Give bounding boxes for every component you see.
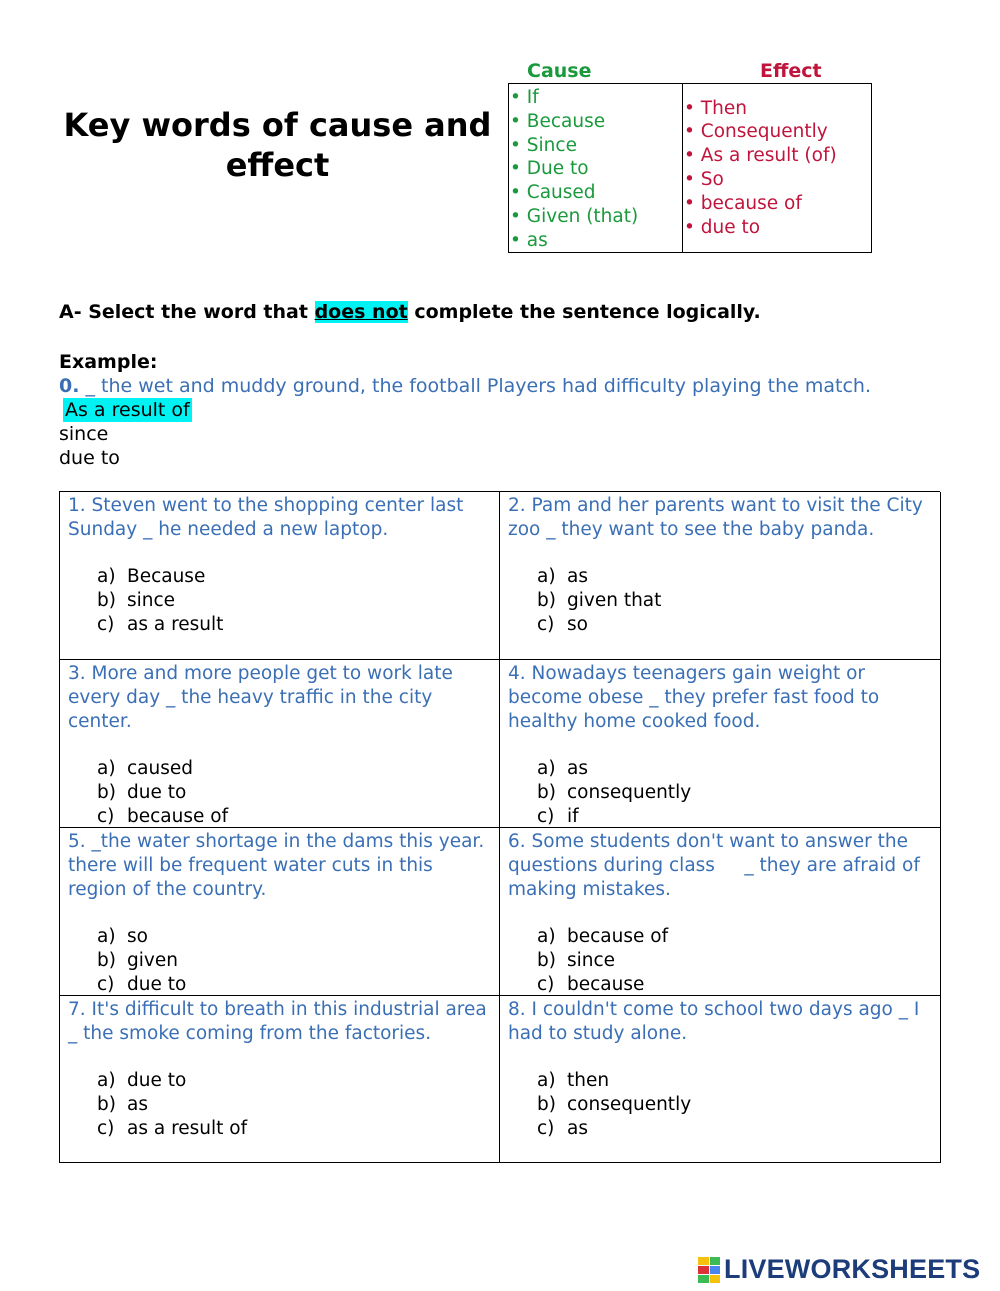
option-letter: c) xyxy=(97,1117,115,1139)
question-cell-3 xyxy=(60,660,500,828)
option-letter: a) xyxy=(97,1070,116,1092)
option-text: then xyxy=(567,1070,610,1092)
option-letter: a) xyxy=(537,566,556,588)
option[interactable] xyxy=(97,613,491,637)
options-list xyxy=(508,565,932,636)
option-text: because xyxy=(567,973,645,995)
example-label: Example: xyxy=(59,351,158,373)
option-letter: c) xyxy=(537,973,555,995)
effect-keyword: • As a result (of) xyxy=(684,144,871,168)
options-list xyxy=(68,1069,491,1140)
option[interactable] xyxy=(537,781,932,805)
cause-keyword: • Since xyxy=(510,134,682,158)
question-cell-7 xyxy=(60,996,500,1163)
option[interactable] xyxy=(97,1093,491,1117)
question-cell-2 xyxy=(500,492,941,660)
option[interactable] xyxy=(537,1069,932,1093)
option[interactable] xyxy=(537,589,932,613)
option-letter: b) xyxy=(537,1094,556,1116)
option-text: if xyxy=(567,805,579,827)
effect-keyword: • due to xyxy=(684,216,871,240)
instruction-text-before: A- Select the word that xyxy=(59,301,315,323)
example-option[interactable]: since xyxy=(59,423,109,445)
example-answer[interactable]: As a result of xyxy=(65,399,190,421)
option[interactable] xyxy=(537,1117,932,1141)
effect-keyword: • So xyxy=(684,168,871,192)
option-text: due to xyxy=(127,1070,187,1092)
question-text: 6. Some students don't want to answer the questions during class _ they are afraid of making mistakes. xyxy=(508,831,926,900)
option-text: consequently xyxy=(567,781,692,803)
option-text: so xyxy=(127,926,148,948)
option-letter: a) xyxy=(97,758,116,780)
option-letter: b) xyxy=(537,590,556,612)
question-cell-4 xyxy=(500,660,941,828)
example-option[interactable]: due to xyxy=(59,447,120,469)
question-text: 8. I couldn't come to school two days ago _ I had to study alone. xyxy=(508,999,920,1044)
cause-keyword: • Given (that) xyxy=(510,205,682,229)
cause-column xyxy=(509,84,683,252)
option-text: because of xyxy=(127,805,229,827)
option[interactable] xyxy=(97,757,491,781)
example-number: 0. xyxy=(59,375,80,397)
option-letter: b) xyxy=(537,781,556,803)
question-text: 3. More and more people get to work late every day _ the heavy traffic in the city center. xyxy=(68,663,453,732)
option-text: given that xyxy=(567,590,662,612)
option-letter: c) xyxy=(537,805,555,827)
question-text: 5. _the water shortage in the dams this year. there will be frequent water cuts in this region of the country. xyxy=(68,831,485,900)
option[interactable] xyxy=(97,925,491,949)
option-letter: a) xyxy=(537,926,556,948)
option-text: as xyxy=(567,758,588,780)
effect-header: Effect xyxy=(760,60,822,82)
cause-keyword: • If xyxy=(510,86,682,110)
question-text: 4. Nowadays teenagers gain weight or become obese _ they prefer fast food to healthy home cooked food. xyxy=(508,663,880,732)
question-cell-6 xyxy=(500,828,941,996)
example-block xyxy=(59,350,871,470)
cause-header: Cause xyxy=(527,60,592,82)
option[interactable] xyxy=(537,805,932,828)
question-cell-1 xyxy=(60,492,500,660)
option-letter: a) xyxy=(97,926,116,948)
option[interactable] xyxy=(97,565,491,589)
option-letter: c) xyxy=(537,613,555,635)
option-letter: a) xyxy=(97,566,116,588)
options-list xyxy=(508,757,932,828)
option[interactable] xyxy=(97,949,491,973)
question-text: 1. Steven went to the shopping center last Sunday _ he needed a new laptop. xyxy=(68,495,464,540)
instruction-highlight: does not xyxy=(314,301,408,323)
option[interactable] xyxy=(97,1069,491,1093)
option-text: caused xyxy=(127,758,193,780)
option[interactable] xyxy=(537,925,932,949)
option-text: Because xyxy=(127,566,206,588)
question-text: 2. Pam and her parents want to visit the City zoo _ they want to see the baby panda. xyxy=(508,495,923,540)
keywords-table xyxy=(508,83,872,253)
question-cell-8 xyxy=(500,996,941,1163)
option[interactable] xyxy=(97,805,491,828)
option-text: as xyxy=(127,1094,148,1116)
option-letter: a) xyxy=(537,758,556,780)
option[interactable] xyxy=(537,565,932,589)
example-sentence xyxy=(59,374,871,398)
cause-keyword: • Due to xyxy=(510,157,682,181)
option-letter: c) xyxy=(97,973,115,995)
option-text: since xyxy=(567,949,616,971)
question-text: 7. It's difficult to breath in this industrial area _ the smoke coming from the factories. xyxy=(68,999,487,1044)
option[interactable] xyxy=(97,589,491,613)
option[interactable] xyxy=(537,757,932,781)
option[interactable] xyxy=(97,781,491,805)
cause-keyword: • Caused xyxy=(510,181,682,205)
option-letter: b) xyxy=(97,1094,116,1116)
cause-keyword: • Because xyxy=(510,110,682,134)
option-text: due to xyxy=(127,973,187,995)
option[interactable] xyxy=(537,1093,932,1117)
options-list xyxy=(508,925,932,996)
option-text: due to xyxy=(127,781,187,803)
liveworksheets-logo-icon xyxy=(698,1257,720,1283)
page-title: Key words of cause and effect xyxy=(63,106,492,184)
option[interactable] xyxy=(537,973,932,996)
effect-keyword: • Consequently xyxy=(684,120,871,144)
liveworksheets-logo xyxy=(698,1254,980,1285)
cause-keyword: • as xyxy=(510,229,682,253)
option-letter: c) xyxy=(97,805,115,827)
logo-text: LIVEWORKSHEETS xyxy=(724,1254,981,1284)
option-text: consequently xyxy=(567,1094,692,1116)
effect-column xyxy=(683,84,871,252)
effect-keyword: • because of xyxy=(684,192,871,216)
options-list xyxy=(68,925,491,996)
option[interactable] xyxy=(97,973,491,996)
option-letter: b) xyxy=(97,781,116,803)
option-letter: b) xyxy=(97,949,116,971)
option-text: as xyxy=(567,1117,588,1139)
option-text: as a result xyxy=(127,613,224,635)
instruction-text-after: complete the sentence logically. xyxy=(407,301,761,323)
options-list xyxy=(68,565,491,636)
effect-keyword: • Then xyxy=(684,97,871,121)
option-text: so xyxy=(567,613,588,635)
option-text: as xyxy=(567,566,588,588)
option-text: as a result of xyxy=(127,1117,248,1139)
questions-table xyxy=(59,491,940,1163)
option[interactable] xyxy=(537,613,932,637)
option-letter: a) xyxy=(537,1070,556,1092)
option-letter: b) xyxy=(97,590,116,612)
example-sentence-text: _ the wet and muddy ground, the football Players had difficulty playing the match. xyxy=(79,375,871,397)
instruction xyxy=(59,301,761,323)
option-letter: c) xyxy=(537,1117,555,1139)
option[interactable] xyxy=(97,1117,491,1141)
option-letter: b) xyxy=(537,949,556,971)
option[interactable] xyxy=(537,949,932,973)
option-letter: c) xyxy=(97,613,115,635)
option-text: since xyxy=(127,590,176,612)
options-list xyxy=(68,757,491,828)
option-text: given xyxy=(127,949,178,971)
options-list xyxy=(508,1069,932,1140)
option-text: because of xyxy=(567,926,669,948)
question-cell-5 xyxy=(60,828,500,996)
